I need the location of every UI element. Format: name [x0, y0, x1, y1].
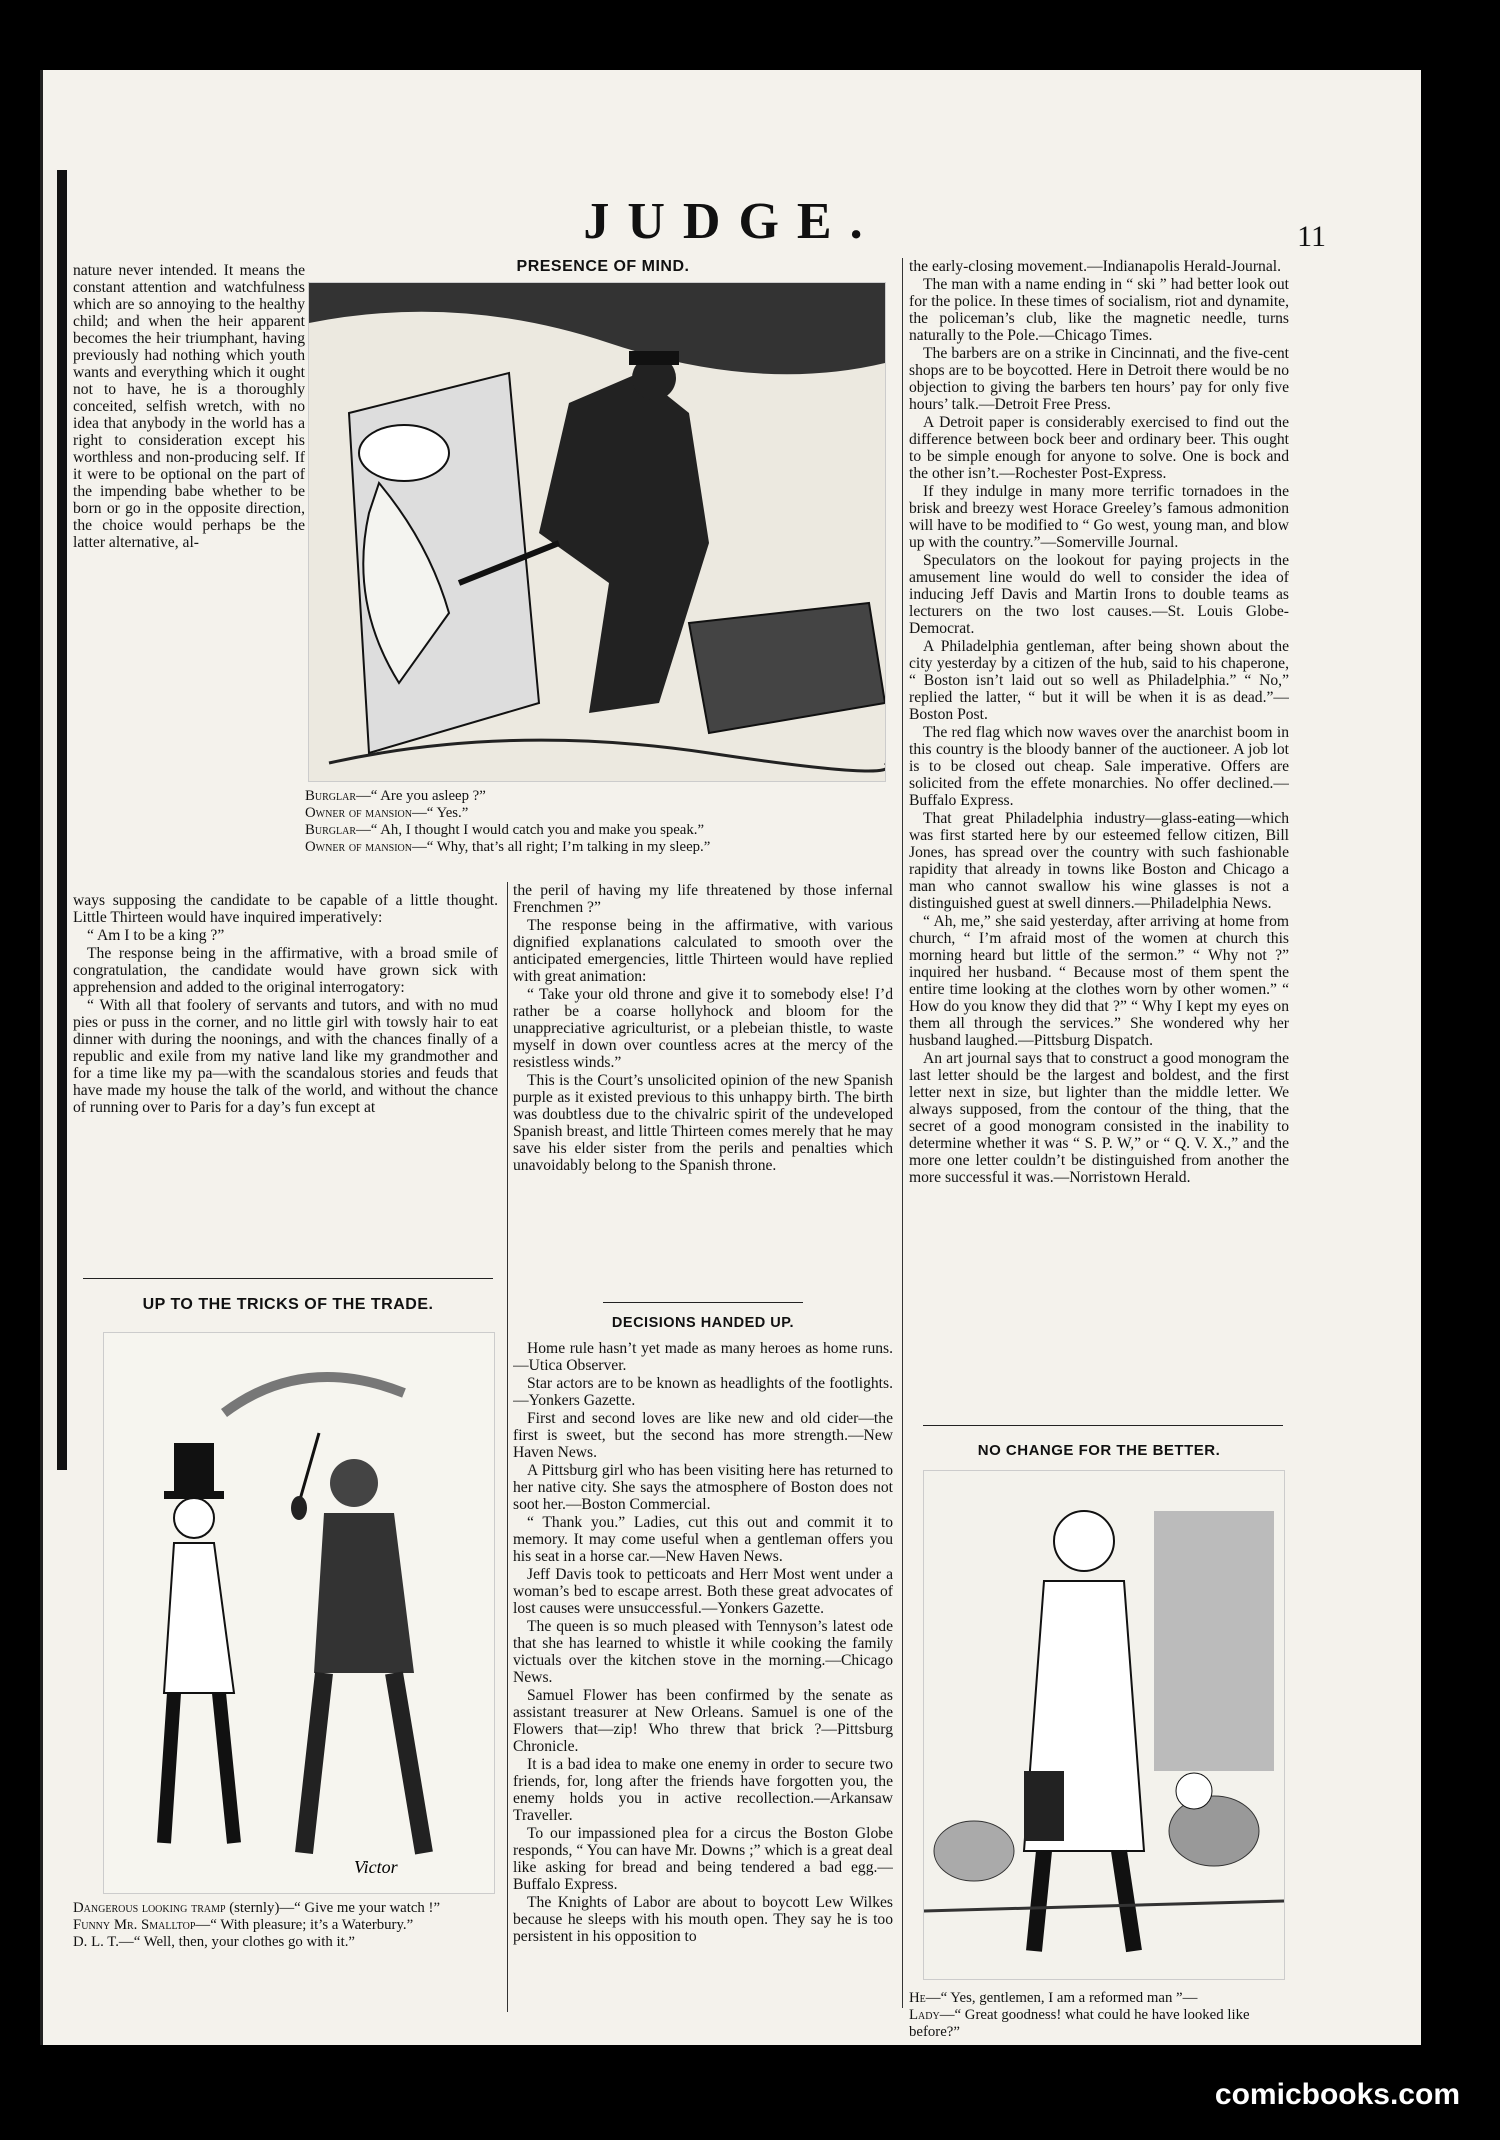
- paragraph: the early-closing movement.—Indianapolis Herald-Journal.: [909, 258, 1281, 275]
- paragraph: To our impassioned plea for a circus the Boston Globe responds, “ You can have Mr. Downs ;” which is a great deal like asking for bread and being tendered a bad egg.—Buffalo Express.: [513, 1825, 893, 1893]
- paragraph: ways supposing the candidate to be capable of a little thought. Little Thirteen would have inquired imperatively:: [73, 892, 498, 926]
- cartoon-3-title: NO CHANGE FOR THE BETTER.: [977, 1442, 1221, 1459]
- paragraph: Jeff Davis took to petticoats and Herr Most went under a woman’s bed to escape arrest. Both these great advocates of lost causes were unsuccessful.—Yonkers Gazette.: [513, 1566, 893, 1617]
- paragraph: A Pittsburg girl who has been visiting here has returned to her native city. She says the atmosphere of Boston does not soot her.—Boston Commercial.: [513, 1462, 893, 1513]
- paragraph: It is a bad idea to make one enemy in order to secure two friends, for, long after the friends have forgotten you, the enemy holds you in active recollection.—Arkansaw Traveller.: [513, 1756, 893, 1824]
- reformed-man-illustration: [924, 1471, 1284, 1979]
- cartoon-no-change-for-the-better: [923, 1470, 1285, 1980]
- paragraph: Star actors are to be known as headlights of the footlights.—Yonkers Gazette.: [513, 1375, 893, 1409]
- newspaper-page: [40, 70, 1421, 2045]
- paragraph: That great Philadelphia industry—glass-eating—which was first started here by our esteemed fellow citizen, Bill Jones, has spread over the country with such fashionable rapidity that already in towns like Boston and Chicago a man who cannot swallow his wine glasses is not a distinguished guest at swell dinners.—Philadelphia News.: [909, 810, 1289, 912]
- paragraph: The response being in the affirmative, with various dignified explanations calculated to smooth over the anticipated emergencies, little Thirteen would have replied with great animation:: [513, 917, 893, 985]
- caption-line: He—“ Yes, gentlemen, I am a reformed man ”—: [909, 1990, 1198, 2006]
- burglar-bedroom-illustration: [309, 283, 885, 781]
- decisions-title: DECISIONS HANDED UP.: [611, 1315, 795, 1331]
- paragraph: Home rule hasn’t yet made as many heroes as home runs.—Utica Observer.: [513, 1340, 893, 1374]
- artist-signature: Victor: [354, 1857, 398, 1877]
- paragraph: nature never intended. It means the constant attention and watchfulness which are so annoying to the healthy child; and when the heir apparent becomes the heir triumphant, having previously had nothing which youth wants and everything which it ought not to have, he is a thoroughly conceited, selfish wretch, with no idea that anybody in the world has a right to consideration except his worthless and non-producing self. If it were to be optional on the part of the impending babe whether to be born or go in the opposite direction, the choice would perhaps be the latter alternative, al-: [73, 262, 305, 551]
- cartoon-2-caption: [73, 1900, 498, 1951]
- page-gutter: [57, 170, 67, 1470]
- cartoon-tricks-of-the-trade: [103, 1332, 495, 1894]
- column-divider: [902, 258, 903, 2008]
- section-rule: [923, 1425, 1283, 1426]
- caption-line: Lady—“ Great goodness! what could he have looked like before?”: [909, 2007, 1250, 2040]
- caption-line: Owner of mansion—“ Why, that’s all right; I’m talking in my sleep.”: [305, 839, 711, 855]
- column-3: [909, 258, 1289, 1418]
- cartoon-3-caption: [909, 1990, 1289, 2041]
- caption-line: Funny Mr. Smalltop—“ With pleasure; it’s a Waterbury.”: [73, 1917, 414, 1933]
- paragraph: This is the Court’s unsolicited opinion of the new Spanish purple as it existed previous to this unhappy birth. The birth was doubtless due to the chivalric spirit of the undeveloped Spanish breast, and little Thirteen comes merely that he may save his elder sister from the perils and penalties which unavoidably belong to the Spanish throne.: [513, 1072, 893, 1174]
- caption-line: Dangerous looking tramp (sternly)—“ Give me your watch !”: [73, 1900, 441, 1916]
- paragraph: The barbers are on a strike in Cincinnati, and the five-cent shops are to be boycotted. Here in Detroit there would be no objection to giving the barbers ten hours’ pay for only five hours’ talk.—Detroit Free Press.: [909, 345, 1289, 413]
- column-2-top: [513, 882, 893, 1292]
- cartoon-1-title: PRESENCE OF MIND.: [516, 258, 690, 275]
- column-1-bottom: [73, 892, 498, 1237]
- caption-line: D. L. T.—“ Well, then, your clothes go with it.”: [73, 1934, 355, 1950]
- paragraph: the peril of having my life threatened by those infernal Frenchmen ?”: [513, 882, 893, 916]
- caption-line: Burglar—“ Are you asleep ?”: [305, 788, 486, 804]
- section-rule: [603, 1302, 803, 1303]
- paragraph: “ Am I to be a king ?”: [87, 927, 225, 944]
- paragraph: Samuel Flower has been confirmed by the senate as assistant treasurer at New Orleans. Samuel is one of the Flowers that—zip! Who threw that brick ?—Pittsburg Chronicle.: [513, 1687, 893, 1755]
- masthead: JUDGE.: [583, 193, 881, 250]
- paragraph: First and second loves are like new and old cider—the first is sweet, but the second has more strength.—New Haven News.: [513, 1410, 893, 1461]
- paragraph: The Knights of Labor are about to boycott Lew Wilkes because he sleeps with his mouth open. They say he is too persistent in his opposition to: [513, 1894, 893, 1945]
- decisions-column: [513, 1340, 893, 2010]
- paragraph: “ Ah, me,” she said yesterday, after arriving at home from church, “ I’m afraid most of the women at church this morning heard but little of the sermon.” “ Why not ?” inquired her husband. “ Because most of them spent the entire time looking at the clothes worn by other women.” “ How do you know they did that ?” “ Why I kept my eyes on them all through the services.” She wondered why her husband laughed.—Pittsburg Dispatch.: [909, 913, 1289, 1049]
- page-spine: [43, 170, 57, 1470]
- caption-line: Burglar—“ Ah, I thought I would catch you and make you speak.”: [305, 822, 705, 838]
- paragraph: A Detroit paper is considerably exercised to find out the difference between bock beer and ordinary beer. This ought to be simple enough for anyone to solve. One is bock and the other isn’t.—Rochester Post-Express.: [909, 414, 1289, 482]
- cartoon-presence-of-mind: [308, 282, 886, 782]
- paragraph: The response being in the affirmative, with a broad smile of congratulation, the candidate would have grown sick with apprehension and added to the original interrogatory:: [73, 945, 498, 996]
- paragraph: “ Take your old throne and give it to somebody else! I’d rather be a coarse hollyhock and bloom for the unappreciative agriculturist, or a plebeian thistle, to waste myself in down over countless acres at the mercy of the resistless winds.”: [513, 986, 893, 1071]
- paragraph: Speculators on the lookout for paying projects in the amusement line would do well to consider the idea of inducing Jeff Davis and Martin Irons to double teams as lecturers on the two lost causes.—St. Louis Globe-Democrat.: [909, 552, 1289, 637]
- column-divider: [507, 882, 508, 2012]
- page-number: 11: [1297, 220, 1326, 253]
- watermark: comicbooks.com: [1214, 2078, 1460, 2111]
- paragraph: “ With all that foolery of servants and tutors, and with no mud pies or puss in the corner, and no little girl with towsly hair to eat dinner with during the noonings, and with the chances finally of a republic and exile from my native land like my grandmother and for a time like my pa—with the scandalous stories and feuds that have made my house the talk of the world, and without the chance of running over to Paris for a day’s fun except at: [73, 997, 498, 1116]
- paragraph: The man with a name ending in “ ski ” had better look out for the police. In these times of socialism, riot and dynamite, the policeman’s club, like the magnetic needle, turns naturally to the Pole.—Chicago Times.: [909, 276, 1289, 344]
- tramp-and-dandy-illustration: [104, 1333, 494, 1893]
- paragraph: The red flag which now waves over the anarchist boom in this country is the bloody banner of the auctioneer. A job lot is to be closed out cheap. Sale imperative. Offers are solicited from the effete monarchies. No offer declined.—Buffalo Express.: [909, 724, 1289, 809]
- caption-line: Owner of mansion—“ Yes.”: [305, 805, 469, 821]
- paragraph: If they indulge in many more terrific tornadoes in the brisk and breezy west Horace Greeley’s famous admonition will have to be modified to “ Go west, young man, and blow up with the country.”—Somerville Journal.: [909, 483, 1289, 551]
- cartoon-1-caption: [305, 788, 895, 856]
- paragraph: An art journal says that to construct a good monogram the last letter should be the largest and boldest, and the first letter next in size, but lighter than the middle letter. We always supposed, from the contour of the thing, that the secret of a good monogram consisted in the inability to determine whether it was “ S. P. W,” or “ Q. V. X.,” and the more one letter couldn’t be distinguished from another the more successful it was.—Norristown Herald.: [909, 1050, 1289, 1186]
- paragraph: A Philadelphia gentleman, after being shown about the city yesterday by a citizen of the hub, said to his chaperone, “ Boston isn’t laid out so well as Philadelphia.” “ No,” replied the latter, “ but it will be when it is as dead.”—Boston Post.: [909, 638, 1289, 723]
- paragraph: The queen is so much pleased with Tennyson’s latest ode that she has learned to whistle it while cooking the family victuals over the kitchen stove in the morning.—Chicago News.: [513, 1618, 893, 1686]
- cartoon-2-title: UP TO THE TRICKS OF THE TRADE.: [142, 1296, 434, 1313]
- paragraph: “ Thank you.” Ladies, cut this out and commit it to memory. It may come useful when a gentleman offers you his seat in a horse car.—New Haven News.: [513, 1514, 893, 1565]
- section-rule: [83, 1278, 493, 1279]
- column-1-top: [73, 262, 305, 892]
